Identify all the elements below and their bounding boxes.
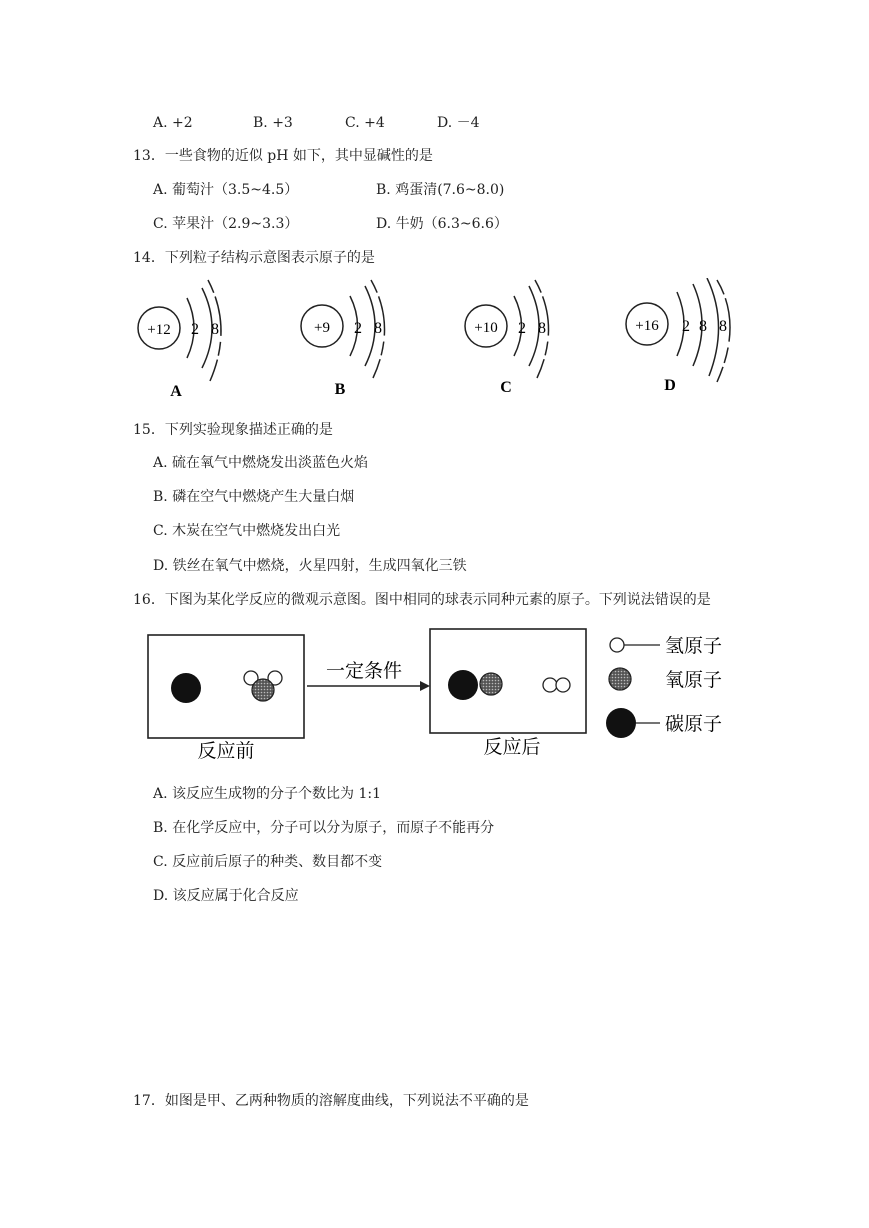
particle-d-letter: D (664, 377, 676, 394)
q15-option-c: C. 木炭在空气中燃烧发出白光 (153, 523, 341, 539)
before-label: 反应前 (197, 740, 255, 762)
carbon-atom (171, 673, 201, 703)
particle-b (301, 280, 385, 398)
q13-stem: 13．一些食物的近似 pH 如下，其中显碱性的是 (133, 148, 433, 164)
particle-d-shell-2: 8 (699, 318, 707, 335)
particle-c-shell-1: 2 (518, 320, 526, 337)
particle-b-shell-1: 2 (354, 320, 362, 337)
q13-option-a: A. 葡萄汁（3.5~4.5） (153, 182, 299, 198)
carbon-atom (448, 670, 478, 700)
particle-d-shell-3: 8 (719, 318, 727, 335)
q15-option-b: B. 磷在空气中燃烧产生大量白烟 (153, 489, 355, 505)
particle-d-shell-1: 2 (682, 318, 690, 335)
q12-option-c: C. +4 (345, 115, 385, 131)
particle-a-shell-2: 8 (211, 321, 219, 338)
particle-d-nucleus: +16 (635, 318, 659, 334)
q16-option-d: D. 该反应属于化合反应 (153, 888, 299, 904)
q16-option-b: B. 在化学反应中，分子可以分为原子，而原子不能再分 (153, 820, 495, 836)
q16-option-a: A. 该反应生成物的分子个数比为 1:1 (153, 786, 381, 802)
q13-option-d: D. 牛奶（6.3~6.6） (376, 216, 508, 232)
q15-stem: 15．下列实验现象描述正确的是 (133, 422, 333, 438)
after-label: 反应后 (483, 736, 541, 758)
hydrogen-atom (543, 678, 557, 692)
q17-stem: 17．如图是甲、乙两种物质的溶解度曲线，下列说法不平确的是 (133, 1093, 529, 1109)
particle-a (138, 280, 221, 400)
particle-d (626, 278, 730, 394)
particle-c-letter: C (500, 379, 512, 396)
particle-c-nucleus: +10 (474, 320, 498, 336)
particle-b-nucleus: +9 (314, 320, 330, 336)
legend (606, 635, 722, 738)
q15-option-a: A. 硫在氧气中燃烧发出淡蓝色火焰 (153, 455, 369, 471)
q16-stem: 16．下图为某化学反应的微观示意图。图中相同的球表示同种元素的原子。下列说法错误的是 (133, 592, 711, 608)
particle-a-letter: A (170, 383, 182, 400)
q12-option-d: D. －4 (437, 115, 480, 131)
q16-option-c: C. 反应前后原子的种类、数目都不变 (153, 854, 383, 870)
particle-a-nucleus: +12 (147, 322, 171, 338)
legend-oxygen: 氧原子 (665, 669, 723, 691)
hydrogen-atom (556, 678, 570, 692)
reaction-diagram (140, 625, 740, 765)
q15-option-d: D. 铁丝在氧气中燃烧，火星四射，生成四氧化三铁 (153, 558, 467, 574)
oxygen-atom (252, 679, 274, 701)
particle-c-shell-2: 8 (538, 320, 546, 337)
q12-option-a: A. +2 (153, 115, 193, 131)
q13-option-b: B. 鸡蛋清(7.6~8.0) (376, 182, 505, 198)
legend-hydrogen: 氢原子 (665, 635, 723, 657)
q12-option-b: B. +3 (253, 115, 293, 131)
atomic-structure-diagrams (125, 278, 755, 403)
q13-option-c: C. 苹果汁（2.9~3.3） (153, 216, 299, 232)
particle-c (465, 280, 549, 396)
reaction-condition: 一定条件 (325, 660, 403, 682)
particle-a-shell-1: 2 (191, 321, 199, 338)
particle-b-letter: B (334, 381, 346, 398)
oxygen-atom (480, 673, 502, 695)
particle-b-shell-2: 8 (374, 320, 382, 337)
legend-carbon: 碳原子 (665, 713, 723, 735)
q14-stem: 14．下列粒子结构示意图表示原子的是 (133, 250, 375, 266)
